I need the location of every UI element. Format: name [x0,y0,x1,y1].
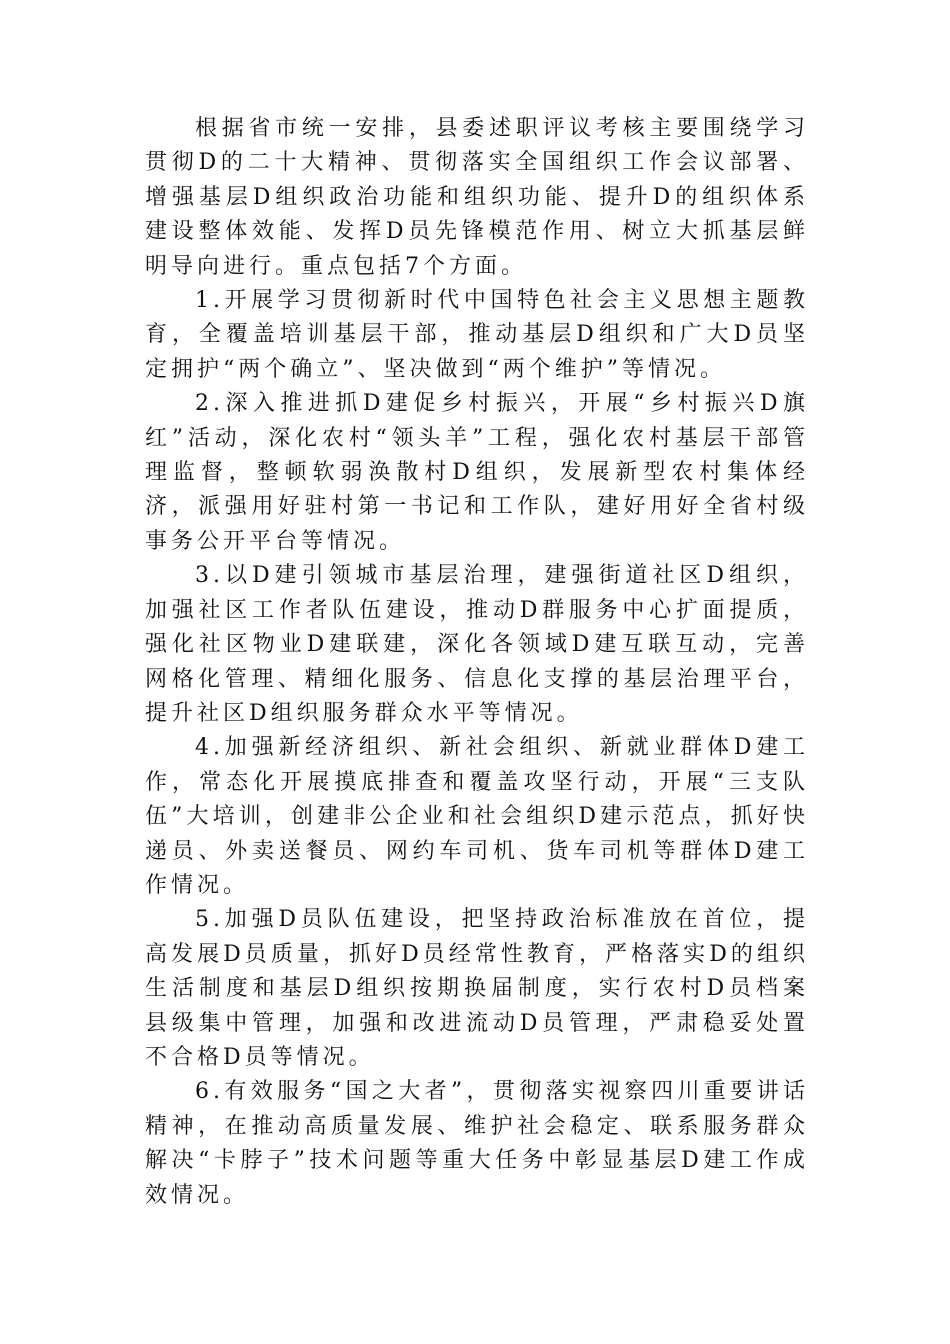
item-6-paragraph: 6.有效服务“国之大者”，贯彻落实视察四川重要讲话精神，在推动高质量发展、维护社会稳定、联系服务群众解决“卡脖子”技术问题等重大任务中彰显基层D建工作成效情况。 [145,1079,809,1208]
intro-paragraph: 根据省市统一安排，县委述职评议考核主要围绕学习贯彻D的二十大精神、贯彻落实全国组织工作会议部署、增强基层D组织政治功能和组织功能、提升D的组织体系建设整体效能、发挥D员先锋模范作用、树立大抓基层鲜明导向进行。重点包括7个方面。 [145,116,809,279]
item-1-paragraph: 1.开展学习贯彻新时代中国特色社会主义思想主题教育，全覆盖培训基层干部，推动基层D组织和广大D员坚定拥护“两个确立”、坚决做到“两个维护”等情况。 [145,288,809,382]
item-5-paragraph: 5.加强D员队伍建设，把坚持政治标准放在首位，提高发展D员质量，抓好D员经常性教育，严格落实D的组织生活制度和基层D组织按期换届制度，实行农村D员档案县级集中管理，加强和改进流动D员管理，严肃稳妥处置不合格D员等情况。 [145,907,809,1070]
item-2-paragraph: 2.深入推进抓D建促乡村振兴，开展“乡村振兴D旗红”活动，深化农村“领头羊”工程，强化农村基层干部管理监督，整顿软弱涣散村D组织，发展新型农村集体经济，派强用好驻村第一书记和工作队，建好用好全省村级事务公开平台等情况。 [145,391,809,554]
document-body [145,112,809,1213]
item-3-paragraph: 3.以D建引领城市基层治理，建强街道社区D组织，加强社区工作者队伍建设，推动D群服务中心扩面提质，强化社区物业D建联建，深化各领域D建互联互动，完善网格化管理、精细化服务、信息化支撑的基层治理平台，提升社区D组织服务群众水平等情况。 [145,563,809,726]
item-4-paragraph: 4.加强新经济组织、新社会组织、新就业群体D建工作，常态化开展摸底排查和覆盖攻坚行动，开展“三支队伍”大培训，创建非公企业和社会组织D建示范点，抓好快递员、外卖送餐员、网约车司机、货车司机等群体D建工作情况。 [145,735,809,898]
